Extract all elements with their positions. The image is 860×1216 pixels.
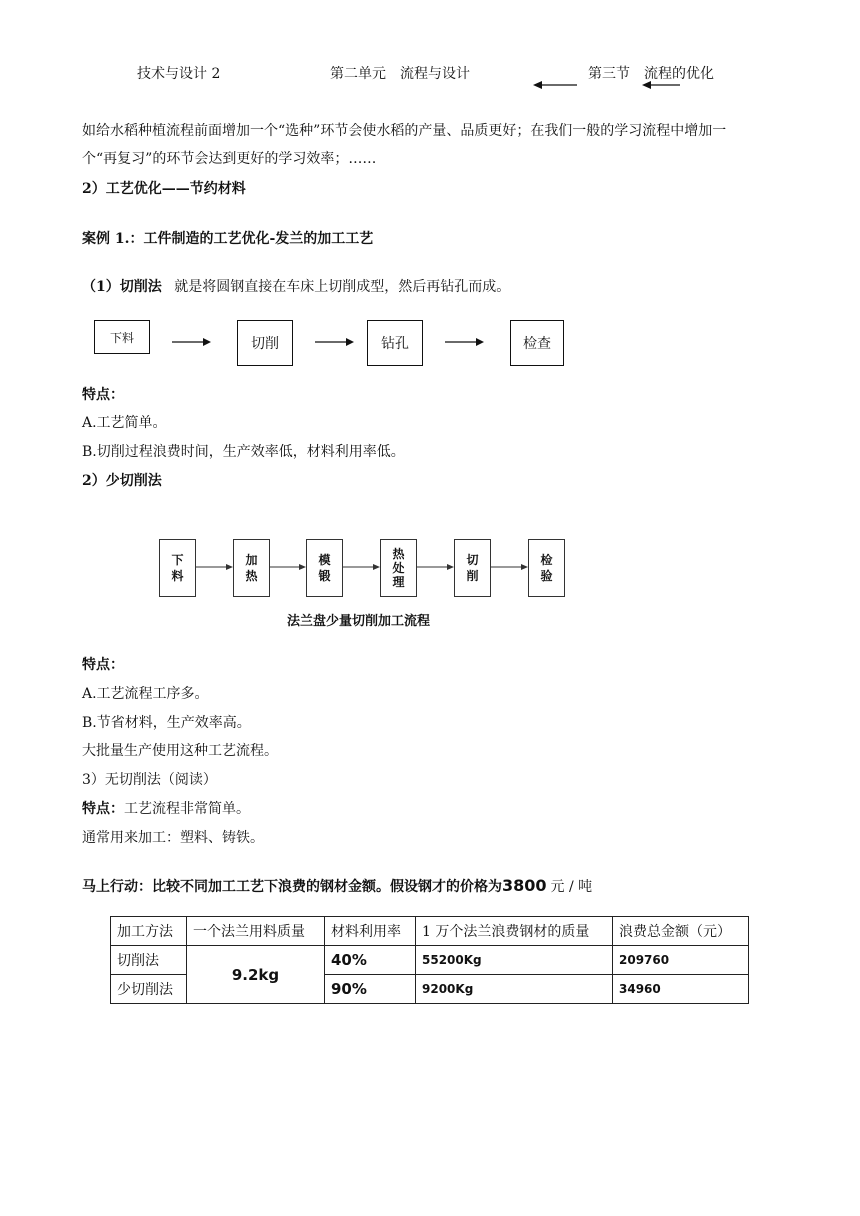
table-cell-method: 少切削法 — [111, 975, 187, 1004]
flow2-caption: 法兰盘少量切削加工流程 — [287, 614, 431, 629]
table-cell-waste-mass: 55200Kg — [416, 946, 613, 975]
flow2-step-1-label: 下 料 — [171, 553, 184, 583]
flow1-arrows — [0, 335, 520, 349]
flow2-step-2-label: 加 热 — [245, 553, 258, 583]
heading-craft-optimization: 2）工艺优化——节约材料 — [82, 181, 246, 197]
features2-b: B.节省材料，生产效率高。 — [82, 715, 251, 731]
method1-label: （1）切削法 — [82, 279, 162, 295]
table-header-cell: 材料利用率 — [325, 917, 416, 946]
flow1-step-4-label: 检查 — [523, 336, 551, 352]
method1-line — [82, 276, 510, 296]
intro-line-2: 个“再复习”的环节会达到更好的学习效率；…… — [82, 151, 377, 167]
table-header-cell: 加工方法 — [111, 917, 187, 946]
table-cell-rate: 40% — [325, 946, 416, 975]
features1-b: B.切削过程浪费时间，生产效率低，材料利用率低。 — [82, 444, 405, 460]
table-cell-rate: 90% — [325, 975, 416, 1004]
method3-feature-text: 工艺流程非常简单。 — [124, 801, 250, 817]
header-unit: 第二单元 流程与设计 — [330, 66, 470, 82]
table-row — [111, 946, 749, 975]
features2-title: 特点： — [82, 657, 124, 673]
features1-a: A.工艺简单。 — [82, 415, 167, 431]
table-header-row — [111, 917, 749, 946]
table-cell-shared-mass — [187, 946, 325, 1004]
flow1-step-3-label: 钻孔 — [381, 336, 409, 352]
action-unit: 元 / 吨 — [550, 879, 593, 895]
intro-line-1: 如给水稻种植流程前面增加一个“选种”环节会使水稻的产量、品质更好；在我们一般的学习流程中增加一 — [82, 123, 727, 139]
method3-feature-label: 特点： — [82, 801, 124, 817]
header-course: 技术与设计 2 — [137, 66, 221, 82]
action-price: 3800 — [502, 876, 547, 895]
method3-usage: 通常用来加工：塑料、铸铁。 — [82, 830, 264, 846]
table-cell-waste-mass: 9200Kg — [416, 975, 613, 1004]
method3-feature — [82, 798, 250, 818]
flow2-arrows — [0, 561, 540, 573]
action-line — [82, 876, 592, 896]
flow2-step-4-label: 热 处 理 — [392, 547, 405, 589]
table-header-cell: 一个法兰用料质量 — [187, 917, 325, 946]
waste-comparison-table — [110, 916, 749, 1004]
table-header-cell: 浪费总金额（元） — [613, 917, 749, 946]
header-arrows — [530, 78, 690, 92]
method1-desc: 就是将圆钢直接在车床上切削成型，然后再钻孔而成。 — [174, 279, 511, 295]
table-header-cell: 1 万个法兰浪费钢材的质量 — [416, 917, 613, 946]
flow2-step-6-label: 检 验 — [540, 553, 553, 583]
table-cell-method: 切削法 — [111, 946, 187, 975]
method3-title: 3）无切削法（阅读） — [82, 772, 217, 788]
header-section: 第三节 流程的优化 — [588, 66, 714, 82]
table-cell-waste-cost: 34960 — [613, 975, 749, 1004]
case1-title: 案例 1.：工件制造的工艺优化-发兰的加工工艺 — [82, 231, 374, 247]
table-cell-waste-cost: 209760 — [613, 946, 749, 975]
flow1-step-2-label: 切削 — [251, 336, 279, 352]
shared-mass-value: 9.2kg — [231, 965, 280, 984]
flow2-step-5-label: 切 削 — [466, 553, 479, 583]
features2-a: A.工艺流程工序多。 — [82, 686, 209, 702]
features1-title: 特点： — [82, 387, 124, 403]
features2-c: 大批量生产使用这种工艺流程。 — [82, 743, 278, 759]
action-prefix: 马上行动：比较不同加工工艺下浪费的钢材金额。假设钢才的价格为 — [82, 879, 502, 895]
flow2-step-3-label: 模 锻 — [318, 553, 331, 583]
method2-title: 2）少切削法 — [82, 473, 162, 489]
flow1-step-1-label: 下料 — [109, 330, 134, 345]
